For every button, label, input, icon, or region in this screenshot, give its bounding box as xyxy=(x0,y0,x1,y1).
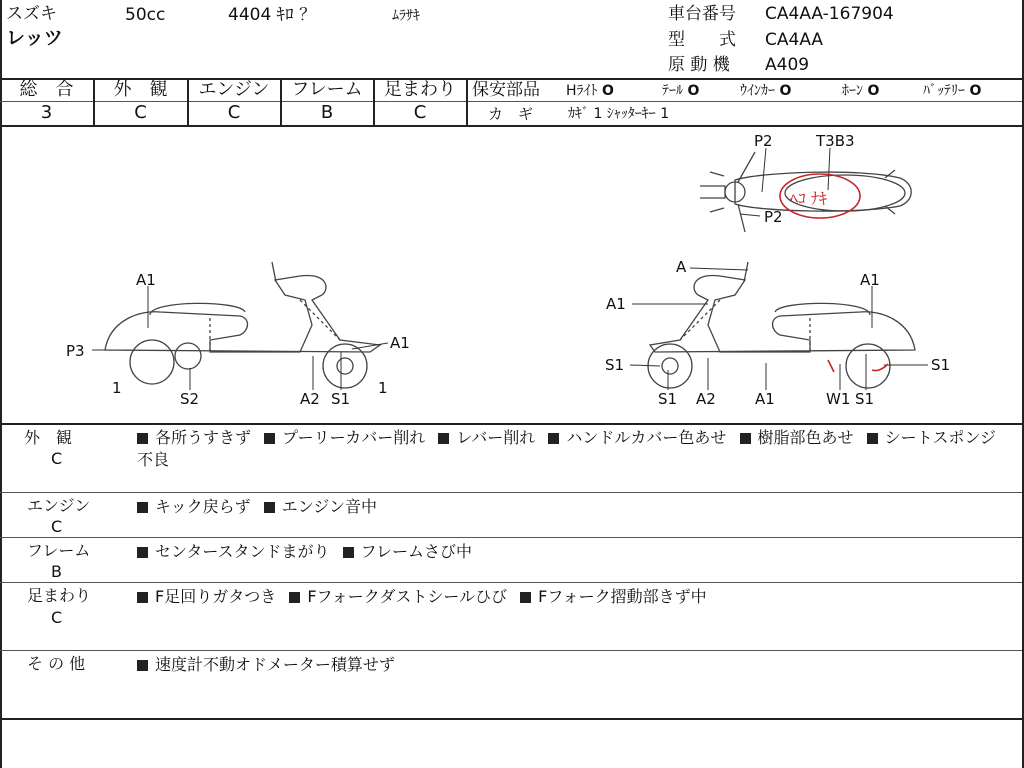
label-right-s1d: S1 xyxy=(931,356,951,374)
grade-header-engine: エンジン xyxy=(198,79,270,100)
bullet-icon xyxy=(438,433,449,444)
grade-header-frame: フレーム xyxy=(291,79,363,100)
label-left-p3: P3 xyxy=(66,342,85,360)
grade-overall: 3 xyxy=(40,102,53,123)
note-category-suspension: 足まわり xyxy=(27,586,92,605)
notes-divider xyxy=(0,537,1022,538)
note-category-other: そ の 他 xyxy=(27,654,86,673)
type-value: CA4AA xyxy=(765,30,824,50)
label-top-p2: P2 xyxy=(754,132,773,150)
engine-value: A409 xyxy=(765,55,810,75)
label-right-a: A xyxy=(676,258,687,276)
safety-divider xyxy=(467,101,1022,102)
damage-diagram xyxy=(0,126,1022,422)
key-label: カ ギ xyxy=(488,105,534,123)
note-category-exterior: 外 観 xyxy=(24,428,73,447)
label-left-s2: S2 xyxy=(180,390,200,408)
bullet-icon xyxy=(289,592,300,603)
bullet-icon xyxy=(264,433,275,444)
note-items-suspension: F足回りガタつき Fフォークダストシールひび Fフォーク摺動部きず中 xyxy=(137,586,1007,608)
label-right-a2: A2 xyxy=(696,390,716,408)
label-right-s1: S1 xyxy=(605,356,625,374)
safety-taillight: ﾃｰﾙ O xyxy=(662,83,700,99)
bullet-icon xyxy=(520,592,531,603)
label-left-1: 1 xyxy=(112,379,122,397)
label-left-a1b: A1 xyxy=(390,334,410,352)
label-right-s1b: S1 xyxy=(658,390,678,408)
safety-horn: ﾎｰﾝ O xyxy=(842,83,880,99)
label-right-a1c: A1 xyxy=(755,390,775,408)
chassis-label: 車台番号 xyxy=(668,4,736,24)
grade-frame: B xyxy=(320,102,334,123)
turn-signal-ok-mark: O xyxy=(779,83,792,99)
label-right-a1b: A1 xyxy=(860,271,880,289)
note-category-frame: フレーム xyxy=(27,541,91,560)
label-top-t3b3: T3B3 xyxy=(816,132,855,150)
taillight-ok-mark: O xyxy=(687,83,700,99)
battery-ok-mark: O xyxy=(969,83,982,99)
notes-divider xyxy=(0,582,1022,583)
bullet-icon xyxy=(137,502,148,513)
bullet-icon xyxy=(740,433,751,444)
headlight-ok-mark: O xyxy=(601,83,614,99)
grade-header-overall: 総 合 xyxy=(19,79,74,100)
handwritten-note: ﾍｺ ﾅｷ xyxy=(790,189,828,208)
safety-headlight: Hﾗｲﾄ O xyxy=(566,83,614,99)
label-top-p2b: P2 xyxy=(764,208,783,226)
maker: スズキ xyxy=(6,4,57,24)
horn-ok-mark: O xyxy=(867,83,880,99)
bullet-icon xyxy=(137,433,148,444)
label-left-1b: 1 xyxy=(378,379,388,397)
grade-col-divider xyxy=(466,78,468,126)
notes-divider xyxy=(0,492,1022,493)
safety-label: 保安部品 xyxy=(472,80,540,100)
label-right-a1: A1 xyxy=(606,295,626,313)
displacement: 50cc xyxy=(125,5,166,25)
note-category-engine: エンジン xyxy=(27,496,91,515)
bullet-icon xyxy=(867,433,878,444)
label-left-a2: A2 xyxy=(300,390,320,408)
model-name: レッツ xyxy=(6,27,63,49)
note-grade-engine: C xyxy=(51,517,63,536)
safety-battery: ﾊﾞｯﾃﾘｰ O xyxy=(923,83,982,99)
mileage: 4404 ｷﾛ ？ xyxy=(228,5,317,25)
bullet-icon xyxy=(137,592,148,603)
note-items-engine: キック戻らず エンジン音中 xyxy=(137,496,1007,518)
notes-bottom xyxy=(0,718,1024,720)
note-grade-frame: B xyxy=(51,562,62,581)
color: ﾑﾗｻｷ xyxy=(392,8,420,24)
label-right-w1: W1 xyxy=(826,390,851,408)
label-left-s1: S1 xyxy=(331,390,351,408)
key-value: ｶｷﾞ 1 ｼｬｯﾀｰｷｰ 1 xyxy=(568,106,670,122)
grade-exterior: C xyxy=(134,102,147,123)
note-grade-exterior: C xyxy=(51,449,63,468)
chassis-value: CA4AA-167904 xyxy=(765,4,894,24)
bullet-icon xyxy=(137,660,148,671)
bullet-icon xyxy=(137,547,148,558)
grade-header-exterior: 外 観 xyxy=(113,79,168,100)
bullet-icon xyxy=(343,547,354,558)
label-right-s1c: S1 xyxy=(855,390,875,408)
bullet-icon xyxy=(548,433,559,444)
note-items-frame: センタースタンドまがり フレームさび中 xyxy=(137,541,1007,563)
label-left-a1: A1 xyxy=(136,271,156,289)
grade-suspension: C xyxy=(413,102,427,123)
type-label: 型 式 xyxy=(668,30,736,50)
grade-engine: C xyxy=(227,102,241,123)
note-items-exterior: 各所うすきず プーリーカバー削れ レバー削れ ハンドルカバー色あせ 樹脂部色あせ シートスポンジ不良 xyxy=(137,428,997,469)
bullet-icon xyxy=(264,502,275,513)
safety-turn-signal: ｳｲﾝｶｰ O xyxy=(740,83,792,99)
diagram-bottom xyxy=(0,423,1024,425)
notes-divider xyxy=(0,650,1022,651)
note-grade-suspension: C xyxy=(51,608,63,627)
note-items-other: 速度計不動オドメーター積算せず xyxy=(137,654,1007,676)
grade-header-suspension: 足まわり xyxy=(384,79,456,100)
engine-label: 原 動 機 xyxy=(668,55,730,75)
